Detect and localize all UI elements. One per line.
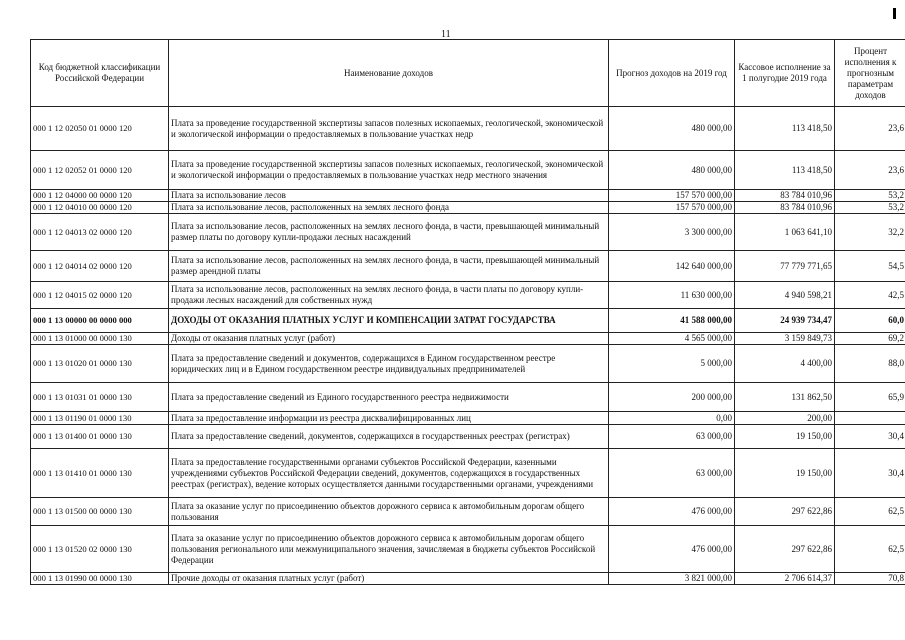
row-name: Плата за использование лесов, расположенных на землях лесного фонда, в части, превышающей минимальный размер арендной платы bbox=[169, 251, 609, 282]
row-code: 000 1 12 02050 01 0000 120 bbox=[31, 107, 169, 151]
table-header-row bbox=[31, 40, 905, 107]
row-actual: 113 418,50 bbox=[735, 107, 835, 151]
row-percent: 62,5 bbox=[835, 526, 905, 573]
row-name: Плата за оказание услуг по присоединению объектов дорожного сервиса к автомобильным дорогам общего пользования bbox=[169, 498, 609, 526]
header-percent: Процент исполнения к прогнозным параметрам доходов bbox=[835, 40, 905, 107]
row-percent: 30,4 bbox=[835, 449, 905, 498]
page-number: 11 bbox=[441, 29, 451, 40]
row-forecast: 157 570 000,00 bbox=[609, 190, 735, 202]
table-row bbox=[31, 309, 905, 333]
row-code: 000 1 13 00000 00 0000 000 bbox=[31, 309, 169, 333]
table-row bbox=[31, 333, 905, 345]
row-forecast: 41 588 000,00 bbox=[609, 309, 735, 333]
row-forecast: 0,00 bbox=[609, 412, 735, 425]
row-code: 000 1 13 01990 00 0000 130 bbox=[31, 573, 169, 585]
row-actual: 113 418,50 bbox=[735, 151, 835, 190]
row-actual: 1 063 641,10 bbox=[735, 214, 835, 251]
row-actual: 3 159 849,73 bbox=[735, 333, 835, 345]
row-code: 000 1 13 01000 00 0000 130 bbox=[31, 333, 169, 345]
row-forecast: 63 000,00 bbox=[609, 449, 735, 498]
table-row bbox=[31, 573, 905, 585]
row-code: 000 1 13 01031 01 0000 130 bbox=[31, 383, 169, 412]
row-name: Плата за предоставление сведений из Единого государственного реестра недвижимости bbox=[169, 383, 609, 412]
scan-corner-mark bbox=[893, 8, 896, 19]
table-row bbox=[31, 151, 905, 190]
row-percent: 42,5 bbox=[835, 282, 905, 309]
row-name: Плата за проведение государственной экспертизы запасов полезных ископаемых, геологической, экономической и экологической информации о предоставляемых в пользование участках недр местного значения bbox=[169, 151, 609, 190]
row-name: Плата за использование лесов, расположенных на землях лесного фонда, в части, превышающей минимальный размер платы по договору купли-продажи лесных насаждений bbox=[169, 214, 609, 251]
table-row bbox=[31, 345, 905, 383]
row-code: 000 1 13 01500 00 0000 130 bbox=[31, 498, 169, 526]
row-percent bbox=[835, 412, 905, 425]
row-actual: 131 862,50 bbox=[735, 383, 835, 412]
revenue-table bbox=[30, 39, 905, 585]
row-actual: 2 706 614,37 bbox=[735, 573, 835, 585]
row-forecast: 63 000,00 bbox=[609, 425, 735, 449]
row-percent: 70,8 bbox=[835, 573, 905, 585]
table-row bbox=[31, 383, 905, 412]
header-name: Наименование доходов bbox=[169, 40, 609, 107]
row-name: Плата за использование лесов, расположенных на землях лесного фонда bbox=[169, 202, 609, 214]
row-code: 000 1 12 04015 02 0000 120 bbox=[31, 282, 169, 309]
table-row bbox=[31, 190, 905, 202]
row-percent: 53,2 bbox=[835, 190, 905, 202]
table-row bbox=[31, 251, 905, 282]
row-name: Плата за предоставление информации из реестра дисквалифицированных лиц bbox=[169, 412, 609, 425]
row-actual: 77 779 771,65 bbox=[735, 251, 835, 282]
table-row bbox=[31, 449, 905, 498]
row-name: Плата за предоставление сведений, документов, содержащихся в государственных реестрах (регистрах) bbox=[169, 425, 609, 449]
row-actual: 297 622,86 bbox=[735, 526, 835, 573]
row-actual: 4 400,00 bbox=[735, 345, 835, 383]
table-row bbox=[31, 282, 905, 309]
row-percent: 69,2 bbox=[835, 333, 905, 345]
header-code: Код бюджетной классификации Российской Федерации bbox=[31, 40, 169, 107]
header-actual: Кассовое исполнение за 1 полугодие 2019 года bbox=[735, 40, 835, 107]
header-forecast: Прогноз доходов на 2019 год bbox=[609, 40, 735, 107]
table-row bbox=[31, 498, 905, 526]
row-percent: 23,6 bbox=[835, 151, 905, 190]
row-code: 000 1 13 01190 01 0000 130 bbox=[31, 412, 169, 425]
table-row bbox=[31, 526, 905, 573]
row-percent: 54,5 bbox=[835, 251, 905, 282]
row-actual: 4 940 598,21 bbox=[735, 282, 835, 309]
row-actual: 200,00 bbox=[735, 412, 835, 425]
row-forecast: 3 821 000,00 bbox=[609, 573, 735, 585]
table-row bbox=[31, 425, 905, 449]
row-name: Плата за оказание услуг по присоединению объектов дорожного сервиса к автомобильным дорогам общего пользования регионального или межмуниципального значения, зачисляемая в бюджеты субъектов Российской Федерации bbox=[169, 526, 609, 573]
row-code: 000 1 13 01400 01 0000 130 bbox=[31, 425, 169, 449]
row-code: 000 1 12 04000 00 0000 120 bbox=[31, 190, 169, 202]
row-percent: 23,6 bbox=[835, 107, 905, 151]
row-actual: 19 150,00 bbox=[735, 449, 835, 498]
row-name: Плата за предоставление сведений и документов, содержащихся в Едином государственном реестре юридических лиц и в Едином государственном реестре индивидуальных предпринимателей bbox=[169, 345, 609, 383]
table-row bbox=[31, 202, 905, 214]
row-percent: 62,5 bbox=[835, 498, 905, 526]
row-percent: 53,2 bbox=[835, 202, 905, 214]
row-forecast: 4 565 000,00 bbox=[609, 333, 735, 345]
row-actual: 297 622,86 bbox=[735, 498, 835, 526]
row-forecast: 11 630 000,00 bbox=[609, 282, 735, 309]
row-name: Доходы от оказания платных услуг (работ) bbox=[169, 333, 609, 345]
row-forecast: 480 000,00 bbox=[609, 107, 735, 151]
table-row bbox=[31, 412, 905, 425]
row-code: 000 1 12 04010 00 0000 120 bbox=[31, 202, 169, 214]
row-forecast: 476 000,00 bbox=[609, 498, 735, 526]
table-body bbox=[31, 107, 905, 585]
row-code: 000 1 13 01410 01 0000 130 bbox=[31, 449, 169, 498]
row-percent: 65,9 bbox=[835, 383, 905, 412]
row-percent: 30,4 bbox=[835, 425, 905, 449]
row-name: Прочие доходы от оказания платных услуг (работ) bbox=[169, 573, 609, 585]
row-percent: 60,0 bbox=[835, 309, 905, 333]
row-name: Плата за проведение государственной экспертизы запасов полезных ископаемых, геологической, экономической и экологической информации о предоставляемых в пользование участках недр bbox=[169, 107, 609, 151]
row-percent: 32,2 bbox=[835, 214, 905, 251]
row-actual: 83 784 010,96 bbox=[735, 202, 835, 214]
row-code: 000 1 13 01020 01 0000 130 bbox=[31, 345, 169, 383]
row-actual: 19 150,00 bbox=[735, 425, 835, 449]
row-forecast: 200 000,00 bbox=[609, 383, 735, 412]
row-forecast: 3 300 000,00 bbox=[609, 214, 735, 251]
row-code: 000 1 12 02052 01 0000 120 bbox=[31, 151, 169, 190]
table-row bbox=[31, 107, 905, 151]
row-name: Плата за предоставление государственными органами субъектов Российской Федерации, казенными учреждениями субъектов Российской Федерации сведений, документов, содержащихся в государственных реестрах (регистрах), ведение которых осуществляется данными государственными органами, учреждениями bbox=[169, 449, 609, 498]
row-name: Плата за использование лесов bbox=[169, 190, 609, 202]
row-actual: 24 939 734,47 bbox=[735, 309, 835, 333]
row-name: ДОХОДЫ ОТ ОКАЗАНИЯ ПЛАТНЫХ УСЛУГ И КОМПЕНСАЦИИ ЗАТРАТ ГОСУДАРСТВА bbox=[169, 309, 609, 333]
row-forecast: 5 000,00 bbox=[609, 345, 735, 383]
row-forecast: 480 000,00 bbox=[609, 151, 735, 190]
row-code: 000 1 13 01520 02 0000 130 bbox=[31, 526, 169, 573]
table-row bbox=[31, 214, 905, 251]
row-percent: 88,0 bbox=[835, 345, 905, 383]
row-forecast: 476 000,00 bbox=[609, 526, 735, 573]
row-forecast: 142 640 000,00 bbox=[609, 251, 735, 282]
row-name: Плата за использование лесов, расположенных на землях лесного фонда, в части платы по договору купли-продажи лесных насаждений для собственных нужд bbox=[169, 282, 609, 309]
row-forecast: 157 570 000,00 bbox=[609, 202, 735, 214]
row-code: 000 1 12 04014 02 0000 120 bbox=[31, 251, 169, 282]
row-actual: 83 784 010,96 bbox=[735, 190, 835, 202]
row-code: 000 1 12 04013 02 0000 120 bbox=[31, 214, 169, 251]
